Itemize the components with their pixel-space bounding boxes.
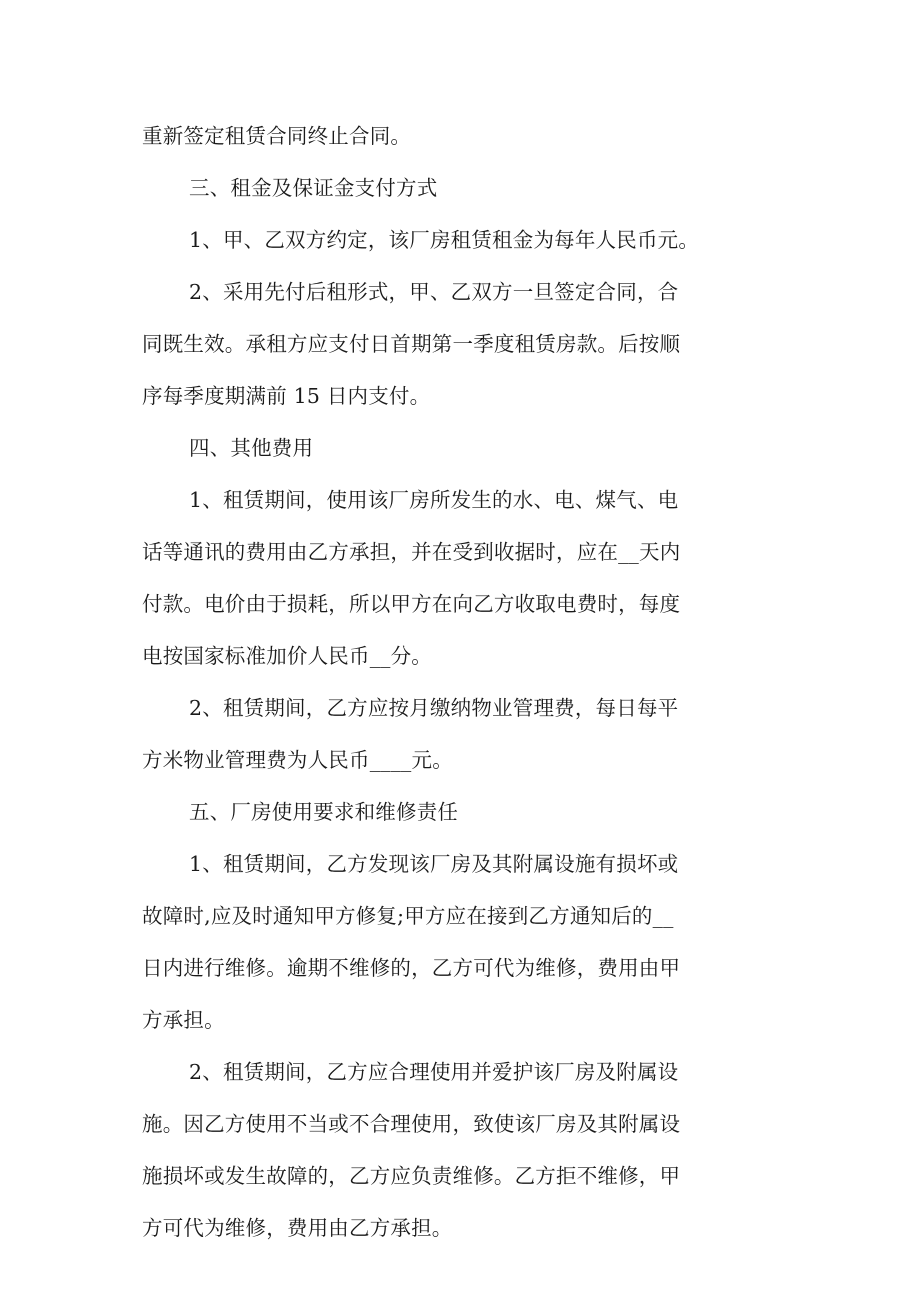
paragraph-line: 序每季度期满前 15 日内支付。 [142, 384, 431, 408]
paragraph-line: 施。因乙方使用不当或不合理使用，致使该厂房及其附属设 [142, 1112, 681, 1136]
document-body [142, 110, 782, 1254]
paragraph-line: 重新签定租赁合同终止合同。 [142, 124, 412, 148]
paragraph-line: 故障时,应及时通知甲方修复;甲方应在接到乙方通知后的__ [142, 904, 674, 928]
paragraph-line: 日内进行维修。逾期不维修的，乙方可代为维修，费用由甲 [142, 956, 681, 980]
paragraph-line: 电按国家标准加价人民币__分。 [142, 644, 432, 668]
paragraph-line: 施损坏或发生故障的，乙方应负责维修。乙方拒不维修，甲 [142, 1164, 681, 1188]
paragraph-line: 2、租赁期间，乙方应按月缴纳物业管理费，每日每平 [189, 696, 679, 720]
section-heading-usage-maintenance: 五、厂房使用要求和维修责任 [189, 800, 459, 824]
paragraph-line: 2、租赁期间，乙方应合理使用并爱护该厂房及附属设 [189, 1060, 679, 1084]
paragraph-line: 1、租赁期间，使用该厂房所发生的水、电、煤气、电 [189, 488, 679, 512]
paragraph-line: 话等通讯的费用由乙方承担，并在受到收据时，应在__天内 [142, 540, 681, 564]
paragraph-line: 2、采用先付后租形式，甲、乙双方一旦签定合同，合 [189, 280, 679, 304]
paragraph-line: 1、租赁期间，乙方发现该厂房及其附属设施有损坏或 [189, 852, 679, 876]
paragraph-line: 同既生效。承租方应支付日首期第一季度租赁房款。后按顺 [142, 332, 681, 356]
paragraph-line: 方米物业管理费为人民币____元。 [142, 748, 453, 772]
paragraph-line: 方可代为维修，费用由乙方承担。 [142, 1216, 453, 1240]
section-heading-other-fees: 四、其他费用 [189, 436, 314, 460]
paragraph-line: 1、甲、乙双方约定，该厂房租赁租金为每年人民币元。 [189, 228, 700, 252]
paragraph-line: 付款。电价由于损耗，所以甲方在向乙方收取电费时，每度 [142, 592, 681, 616]
paragraph-line: 方承担。 [142, 1008, 225, 1032]
section-heading-rent-deposit: 三、租金及保证金支付方式 [189, 176, 438, 200]
